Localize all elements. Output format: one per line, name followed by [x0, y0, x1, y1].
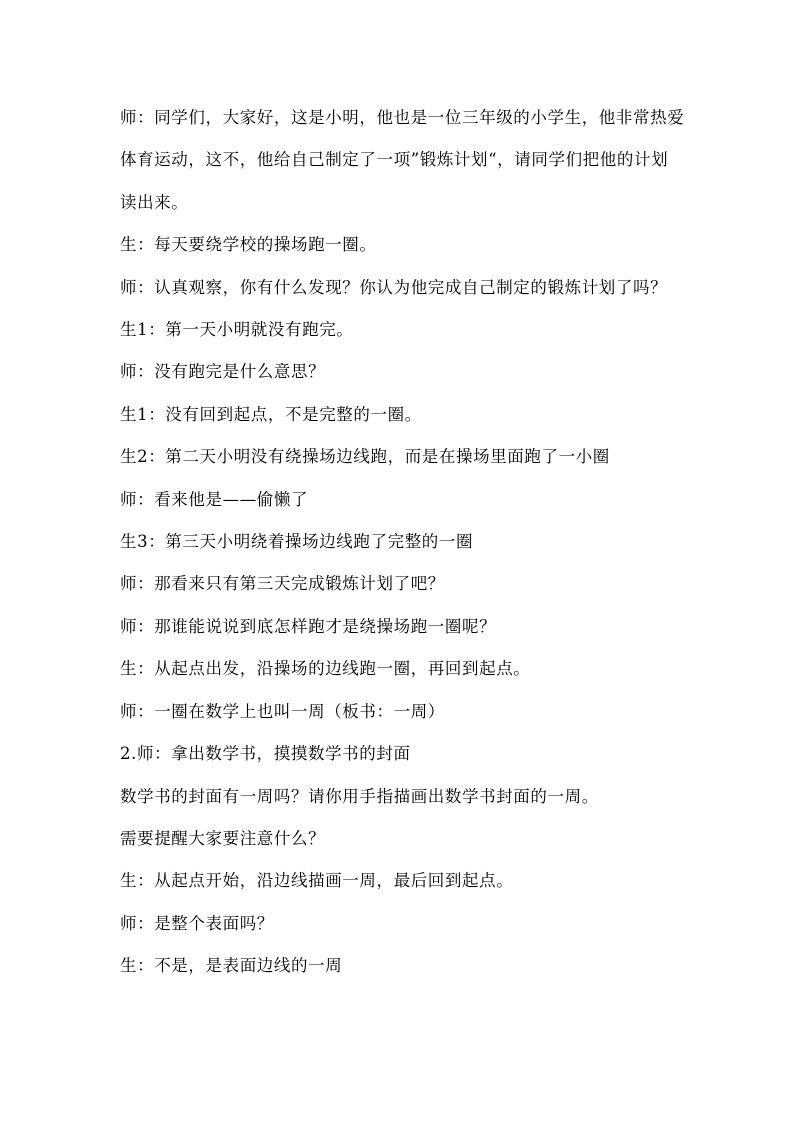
paragraph-teacher-intro: 师：同学们，大家好，这是小明，他也是一位三年级的小学生，他非常热爱体育运动，这不，他给自己制定了一项”锻炼计划“，请同学们把他的计划读出来。 — [120, 108, 685, 212]
paragraph-student-trace: 生：从起点开始，沿边线描画一周，最后回到起点。 — [120, 871, 514, 891]
paragraph-student-reads-plan: 生：每天要绕学校的操场跑一圈。 — [120, 235, 377, 255]
paragraph-teacher-lazy: 师：看来他是——偷懒了 — [120, 489, 309, 509]
paragraph-student1-answer: 生1：没有回到起点，不是完整的一圈。 — [120, 404, 422, 424]
paragraph-teacher-surface: 师：是整个表面吗？ — [120, 913, 274, 933]
paragraph-cover-question: 数学书的封面有一周吗？请你用手指描画出数学书封面的一周。 — [120, 786, 599, 806]
paragraph-student3-day3: 生3：第三天小明绕着操场边线跑了完整的一圈 — [120, 532, 474, 552]
paragraph-teacher-one-lap: 师：一圈在数学上也叫一周（板书：一周） — [120, 701, 445, 721]
paragraph-teacher-meaning: 师：没有跑完是什么意思？ — [120, 362, 326, 382]
paragraph-teacher-how: 师：那谁能说说到底怎样跑才是绕操场跑一圈呢？ — [120, 616, 497, 636]
paragraph-student-how: 生：从起点出发，沿操场的边线跑一圈，再回到起点。 — [120, 659, 531, 679]
paragraph-student2-day2: 生2：第二天小明没有绕操场边线跑，而是在操场里面跑了一小圈 — [120, 447, 610, 467]
lesson-transcript — [120, 97, 685, 988]
paragraph-teacher-question: 师：认真观察，你有什么发现？你认为他完成自己制定的锻炼计划了吗？ — [120, 277, 668, 297]
paragraph-attention: 需要提醒大家要注意什么？ — [120, 828, 326, 848]
paragraph-teacher-day3: 师：那看来只有第三天完成锻炼计划了吧？ — [120, 574, 445, 594]
paragraph-student1-day1: 生1：第一天小明就没有跑完。 — [120, 320, 354, 340]
paragraph-student-edge: 生：不是，是表面边线的一周 — [120, 956, 343, 976]
paragraph-step2-book: 2.师：拿出数学书，摸摸数学书的封面 — [120, 744, 411, 764]
